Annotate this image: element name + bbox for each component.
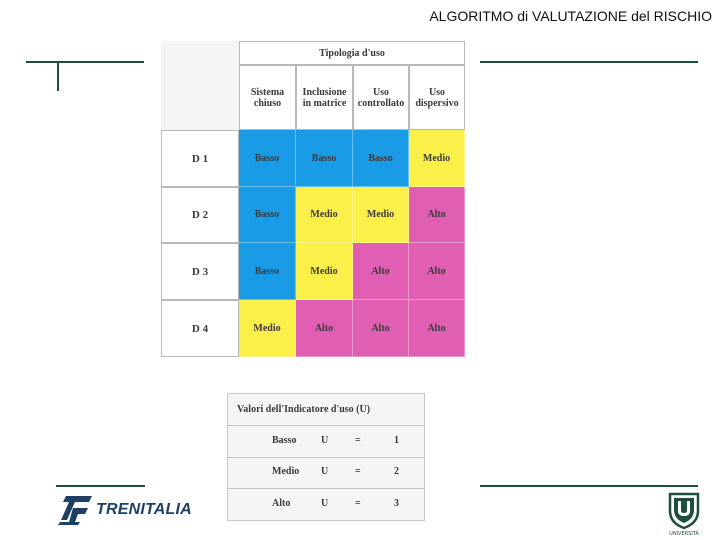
indicator-value: 3 xyxy=(394,498,399,509)
indicator-level: Alto xyxy=(272,498,291,509)
matrix-row-label-d1: D 1 xyxy=(161,130,239,187)
matrix-cell-d3-c3: Alto xyxy=(353,243,409,300)
trenitalia-logo xyxy=(58,492,192,528)
indicator-row xyxy=(228,457,424,489)
seal-caption: UNIVERSITÀ xyxy=(669,531,699,537)
bottom-left-rule xyxy=(56,485,145,487)
matrix-cell-d3-c4: Alto xyxy=(409,243,465,300)
col-header-line1: Inclusione xyxy=(302,86,347,98)
university-seal xyxy=(667,491,701,537)
col-header-line1: Uso xyxy=(372,86,390,98)
indicator-equals: = xyxy=(355,435,361,446)
matrix-row-label-d4: D 4 xyxy=(161,300,239,357)
indicator-symbol: U xyxy=(321,498,329,509)
indicator-level: Medio xyxy=(272,466,300,477)
indicator-symbol: U xyxy=(321,435,329,446)
indicator-equals: = xyxy=(355,466,361,477)
matrix-col-header-4 xyxy=(409,65,465,130)
indicator-value: 2 xyxy=(394,466,399,477)
bottom-right-rule xyxy=(480,485,698,487)
matrix-cell-d1-c2: Basso xyxy=(296,130,353,187)
col-header-line1: Sistema xyxy=(250,86,285,98)
matrix-cell-d2-c3: Medio xyxy=(353,187,409,243)
matrix-col-header-1 xyxy=(239,65,296,130)
matrix-cell-d4-c2: Alto xyxy=(296,300,353,357)
matrix-cell-d1-c4: Medio xyxy=(409,130,465,187)
page-title: ALGORITMO di VALUTAZIONE del RISCHIO xyxy=(429,8,712,24)
indicator-symbol: U xyxy=(321,466,329,477)
col-header-line2: dispersivo xyxy=(415,97,459,109)
trenitalia-logo-text: TRENITALIA xyxy=(96,501,192,518)
risk-matrix xyxy=(161,41,465,357)
indicator-level: Basso xyxy=(272,435,297,446)
matrix-row-label-d2: D 2 xyxy=(161,187,239,243)
indicator-value: 1 xyxy=(394,435,399,446)
trenitalia-mark-icon xyxy=(58,492,94,526)
indicator-equals: = xyxy=(355,498,361,509)
top-right-rule xyxy=(480,61,698,63)
matrix-group-header: Tipologia d'uso xyxy=(239,41,465,65)
col-header-line2: controllato xyxy=(357,97,405,109)
top-left-tick xyxy=(57,61,59,91)
matrix-cell-d3-c2: Medio xyxy=(296,243,353,300)
matrix-col-header-2 xyxy=(296,65,353,130)
indicator-row xyxy=(228,489,424,520)
top-left-rule xyxy=(26,61,144,63)
matrix-cell-d1-c1: Basso xyxy=(239,130,296,187)
indicator-row xyxy=(228,426,424,458)
matrix-cell-d2-c1: Basso xyxy=(239,187,296,243)
university-shield-icon xyxy=(667,491,701,529)
matrix-cell-d3-c1: Basso xyxy=(239,243,296,300)
matrix-cell-d4-c4: Alto xyxy=(409,300,465,357)
matrix-col-header-3 xyxy=(353,65,409,130)
matrix-cell-d1-c3: Basso xyxy=(353,130,409,187)
indicator-title: Valori dell'Indicatore d'uso (U) xyxy=(228,394,424,426)
col-header-line2: chiuso xyxy=(253,97,282,109)
col-header-line1: Uso xyxy=(428,86,446,98)
col-header-line2: in matrice xyxy=(302,97,347,109)
matrix-cell-d4-c1: Medio xyxy=(239,300,296,357)
matrix-cell-d2-c2: Medio xyxy=(296,187,353,243)
indicator-table xyxy=(227,393,425,521)
matrix-cell-d4-c3: Alto xyxy=(353,300,409,357)
matrix-row-label-d3: D 3 xyxy=(161,243,239,300)
matrix-cell-d2-c4: Alto xyxy=(409,187,465,243)
